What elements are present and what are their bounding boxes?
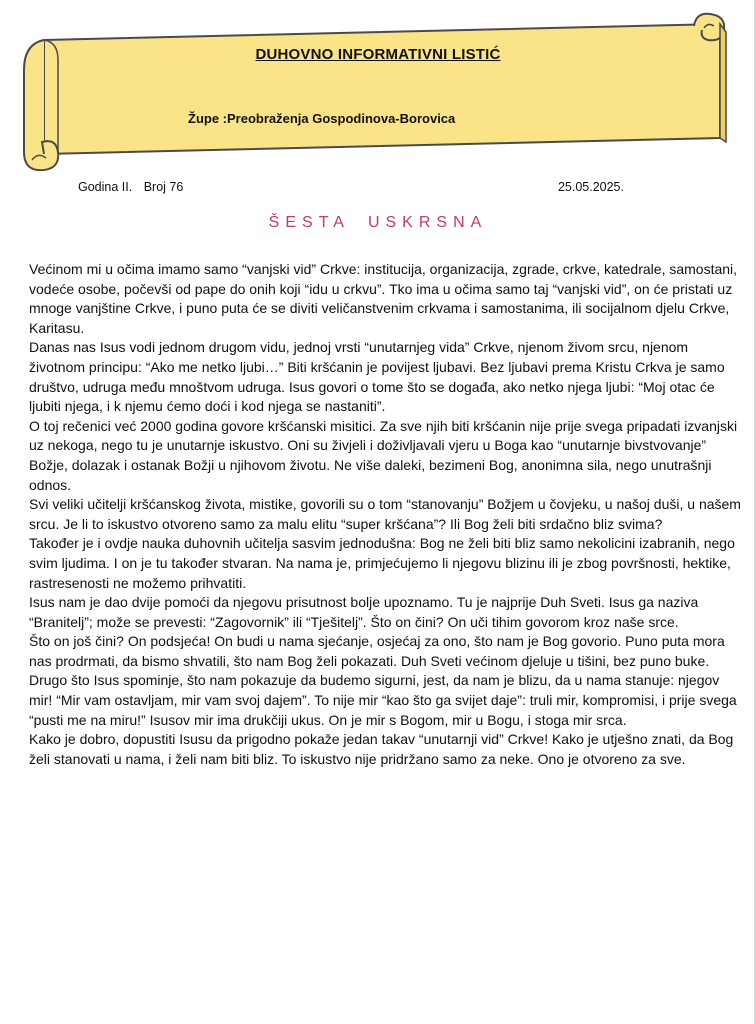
article-paragraph: Većinom mi u očima imamo samo “vanjski vid” Crkve: institucija, organizacija, zgrade, crkve, katedrale, samostani, vodeće osobe, počevši od pape do onih koji “idu u crkvu”. Tko ima u očima samo taj “vanjski vid”, on će pristati uz mnoge vanjštine Crkve, i puno puta će se diviti veličanstvenim crkvama i samostanima, ili socijalnom djelu Crkve, Karitasu.	[29, 261, 738, 336]
article-paragraph: Također je i ovdje nauka duhovnih učitelja sasvim jednodušna: Bog ne želi biti bliz samo nekolicini izabranih, nego svim ljudima. I on je tu također stvaran. Na nama je, primjećujemo li njegovu blizinu ili je zbog površnosti, hektike, rastresenosti ne možemo prihvatiti.	[29, 535, 735, 591]
article-paragraph: Drugo što Isus spominje, što nam pokazuje da budemo sigurni, jest, da nam je blizu, da u nama stanuje: njegov mir! “Mir vam ostavljam, mir vam svoj dajem”. To nije mir “kao što ga svijet daje”: truli mir, kompromisi, i prije svega “pusti me na miru!” Isusov mir ima drukčiji ukus. On je mir s Bogom, mir u Bogu, i stoga mir srca.	[29, 672, 737, 728]
issue-year: Godina II.	[78, 180, 133, 194]
newsletter-title: DUHOVNO INFORMATIVNI LISTIĆ	[255, 46, 501, 63]
sunday-heading-word-2: USKRSNA	[367, 214, 488, 231]
article-paragraph: Što on još čini? On podsjeća! On budi u nama sjećanje, osjećaj za ono, što nam je Bog govorio. Puno puta mora nas prodrmati, da bismo shvatili, što nam Bog želi pokazati. Duh Sveti većinom djeluje u tišini, bez puno buke.	[29, 633, 725, 669]
sunday-heading-word-1: ŠESTA	[268, 214, 350, 231]
sunday-heading	[0, 214, 756, 232]
article-body	[29, 260, 743, 769]
article-paragraph: O toj rečenici već 2000 godina govore kršćanski misitici. Za sve njih biti kršćanin nije prije svega pripadati izvanjski uz nekoga, nego tu je unutarnje iskustvo. Oni su živjeli i doživljavali vjeru u Boga kao “unutarnje bivstvovanje” Božje, dolazak i ostanak Božji u njihovom životu. Ne više daleki, bezimeni Bog, anonimna sila, nego unutrašnji odnos.	[29, 417, 738, 493]
parish-name: Župe :Preobraženja Gospodinova-Borovica	[188, 111, 456, 126]
article-paragraph: Kako je dobro, dopustiti Isusu da prigodno pokaže jedan takav “unutarnji vid” Crkve! Kako je utješno znati, da Bog želi stanovati u nama, i želi nam biti bliz. To iskustvo nije pridržano samo za neke. Ono je otvoreno za sve.	[29, 731, 734, 767]
article-paragraph: Isus nam je dao dvije pomoći da njegovu prisutnost bolje upoznamo. Tu je najprije Duh Sveti. Isus ga naziva “Branitelj”; može se prevesti: “Zagovornik” ili “Tješitelj”. Što on čini? On uči tihim govorom kroz naše srce.	[29, 594, 699, 630]
issue-date: 25.05.2025.	[557, 180, 624, 194]
article-paragraph: Danas nas Isus vodi jednom drugom vidu, jednoj vrsti “unutarnjeg vida” Crkve, njenom živom srcu, njenom životnom principu: “Ako me netko ljubi…” Biti kršćanin je povijest ljubavi. Bez ljubavi prema Kristu Crkva je samo društvo, udruga među mnoštvom udruga. Isus govori o tome što se događa, ako netko njega ljubi: “Moj otac će ljubiti njega, i k njemu ćemo doći i kod njega se nastaniti”.	[29, 339, 725, 415]
scroll-graphic	[14, 10, 742, 178]
issue-info	[78, 180, 191, 194]
article-paragraph: Svi veliki učitelji kršćanskog života, mistike, govorili su o tom “stanovanju” Božjem u čovjeku, u našoj duši, u našem srcu. Je li to iskustvo otvoreno samo za malu elitu “super kršćana”? Ili Bog želi biti srdačno bliz svima?	[29, 496, 741, 532]
scroll-banner	[14, 10, 742, 178]
issue-number: Broj 76	[143, 180, 184, 194]
